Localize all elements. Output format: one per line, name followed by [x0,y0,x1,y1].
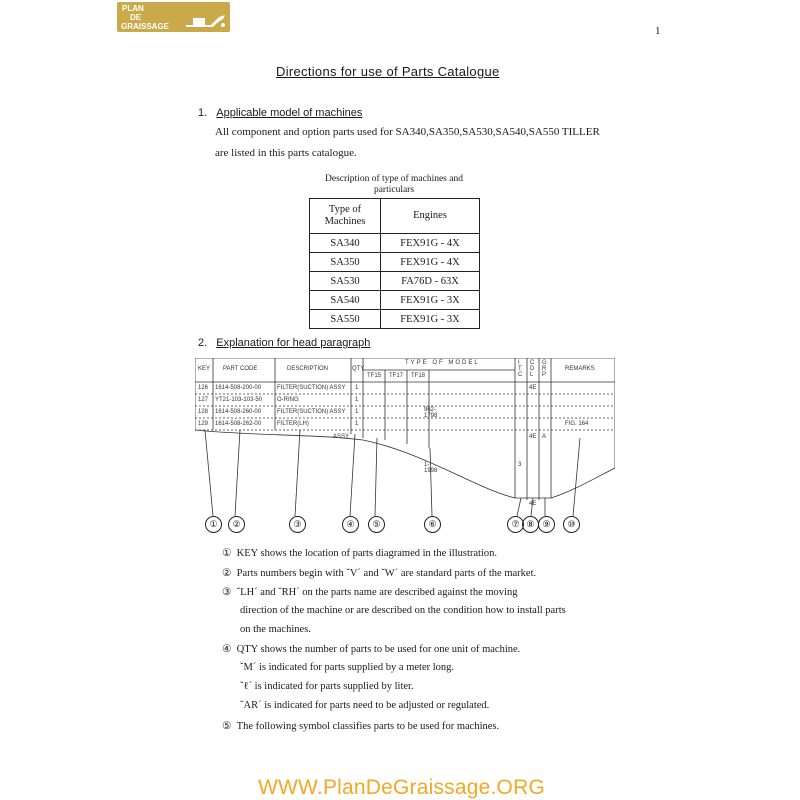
explanation-line: direction of the machine or are described on the condition how to install parts [240,605,566,616]
hdr-part-code: PART CODE [223,366,258,372]
col-header-engines: Engines [381,199,480,234]
site-logo [117,2,230,32]
hdr-itc: I T C [518,360,523,378]
itc-value-3: 3 [518,462,522,468]
callout-7: ⑦ [507,516,524,533]
callout-9: ⑨ [538,516,555,533]
machine-cell: SA540 [310,291,381,310]
row-qty: 1 [355,409,359,415]
machine-cell: SA530 [310,272,381,291]
row-qty: 1 [355,397,359,403]
hdr-description: DESCRIPTION [287,366,329,372]
section-1-heading [198,107,362,119]
row-desc: O-RING [277,397,299,403]
section-2-heading [198,337,370,349]
section-1-number: 1. [198,107,208,119]
callout-3: ③ [289,516,306,533]
item-mark: ① [222,548,232,559]
oil-can-icon [181,5,227,30]
engine-cell: FEX91G - 4X [381,234,480,253]
item-mark: ③ [222,587,232,598]
callout-8: ⑧ [522,516,539,533]
hdr-type-of-model: TYPE OF MODEL [405,360,480,366]
row-code: 1614-508-260-00 [215,409,262,415]
hdr-cdl: C D L [530,360,535,378]
table-row [310,234,480,253]
machine-cell: SA550 [310,310,381,329]
engine-cell: FEX91G - 4X [381,253,480,272]
hdr-key: KEY [198,366,211,372]
explanation-line: on the machines. [240,624,311,635]
item-mark: ④ [222,644,232,655]
hdr-qty: QTY [352,366,365,372]
table-row [310,291,480,310]
callout-4: ④ [342,516,359,533]
row-key: 127 [198,397,209,403]
grp-value-2: A [542,434,547,440]
section-1-title: Applicable model of machines [216,107,363,119]
section-1-line-2: are listed in this parts catalogue. [215,147,357,159]
logo-line-3: GRAISSAGE [121,22,170,31]
table-row [310,253,480,272]
cdl-value-2: 4E [529,434,537,440]
cdl-value-3: 4E [529,501,537,507]
note-2: 1-1998 [424,462,438,474]
callout-6: ⑥ [424,516,441,533]
callout-5: ⑤ [368,516,385,533]
logo-line-2: DE [130,13,142,22]
table-row [310,310,480,329]
item-mark: ⑤ [222,721,232,732]
explanation-item-2 [222,567,536,579]
engine-cell: FEX91G - 3X [381,291,480,310]
machines-table-caption: Description of type of machines and particulars [325,174,463,195]
row-qty: 1 [355,385,359,391]
item-text: QTY shows the number of parts to be used for one unit of machine. [236,644,521,655]
hdr-tf15: TF15 [367,373,382,379]
item-text: KEY shows the location of parts diagramed in the illustration. [236,548,497,559]
note-1: 962-1798 [424,407,438,419]
row-key: 126 [198,385,209,391]
row-desc: FILTER(SUCTION) ASSY [277,385,346,391]
row-key: 129 [198,421,209,427]
explanation-line: ˇMˊ is indicated for parts supplied by a meter long. [240,662,455,673]
section-1-line-1: All component and option parts used for SA340,SA350,SA530,SA540,SA550 TILLER [215,126,600,138]
machines-table [309,198,480,329]
hdr-tf17: TF17 [389,373,404,379]
item-text: ˇLHˊ and ˇRHˊ on the parts name are described against the moving [236,587,518,598]
hdr-grp: G R P [542,360,547,378]
assy-label: ASSY [333,434,350,440]
page-title: Directions for use of Parts Catalogue [276,64,500,79]
row-cdl: 4E [529,385,537,391]
callout-2: ② [228,516,245,533]
head-paragraph-diagram [195,358,615,507]
row-qty: 1 [355,421,359,427]
explanation-item-4 [222,643,520,655]
item-mark: ② [222,568,232,579]
hdr-remarks: REMARKS [565,366,595,372]
footer-url[interactable]: WWW.PlanDeGraissage.ORG [258,776,545,799]
hdr-tf18: TF18 [411,373,426,379]
page-number: 1 [655,25,661,37]
explanation-line: ˇℓˊ is indicated for parts supplied by liter. [240,681,414,692]
explanation-item-5 [222,720,499,732]
section-2-title: Explanation for head paragraph [216,337,371,349]
row-key: 128 [198,409,209,415]
explanation-item-3 [222,586,517,598]
item-text: Parts numbers begin with ˇVˊ and ˇWˊ are standard parts of the market. [236,568,537,579]
row-code: 1614-508-262-00 [215,421,262,427]
col-header-type: Type of Machines [310,199,381,234]
explanation-item-1 [222,547,497,559]
explanation-line: ˇARˊ is indicated for parts need to be adjusted or regulated. [240,700,490,711]
machine-cell: SA350 [310,253,381,272]
row-desc: FILTER(LH) [277,421,309,427]
row-code: YT21-103-103-50 [215,397,263,403]
machine-cell: SA340 [310,234,381,253]
table-row [310,272,480,291]
engine-cell: FA76D - 63X [381,272,480,291]
section-2-number: 2. [198,337,208,349]
row-code: 1614-508-200-00 [215,385,262,391]
callout-10: ⑩ [563,516,580,533]
item-text: The following symbol classifies parts to be used for machines. [236,721,500,732]
row-remarks: FIG. 164 [565,421,589,427]
row-desc: FILTER(SUCTION) ASSY [277,409,346,415]
head-table-lines [195,358,615,518]
callout-1: ① [205,516,222,533]
logo-line-1: PLAN [122,4,144,13]
engine-cell: FEX91G - 3X [381,310,480,329]
